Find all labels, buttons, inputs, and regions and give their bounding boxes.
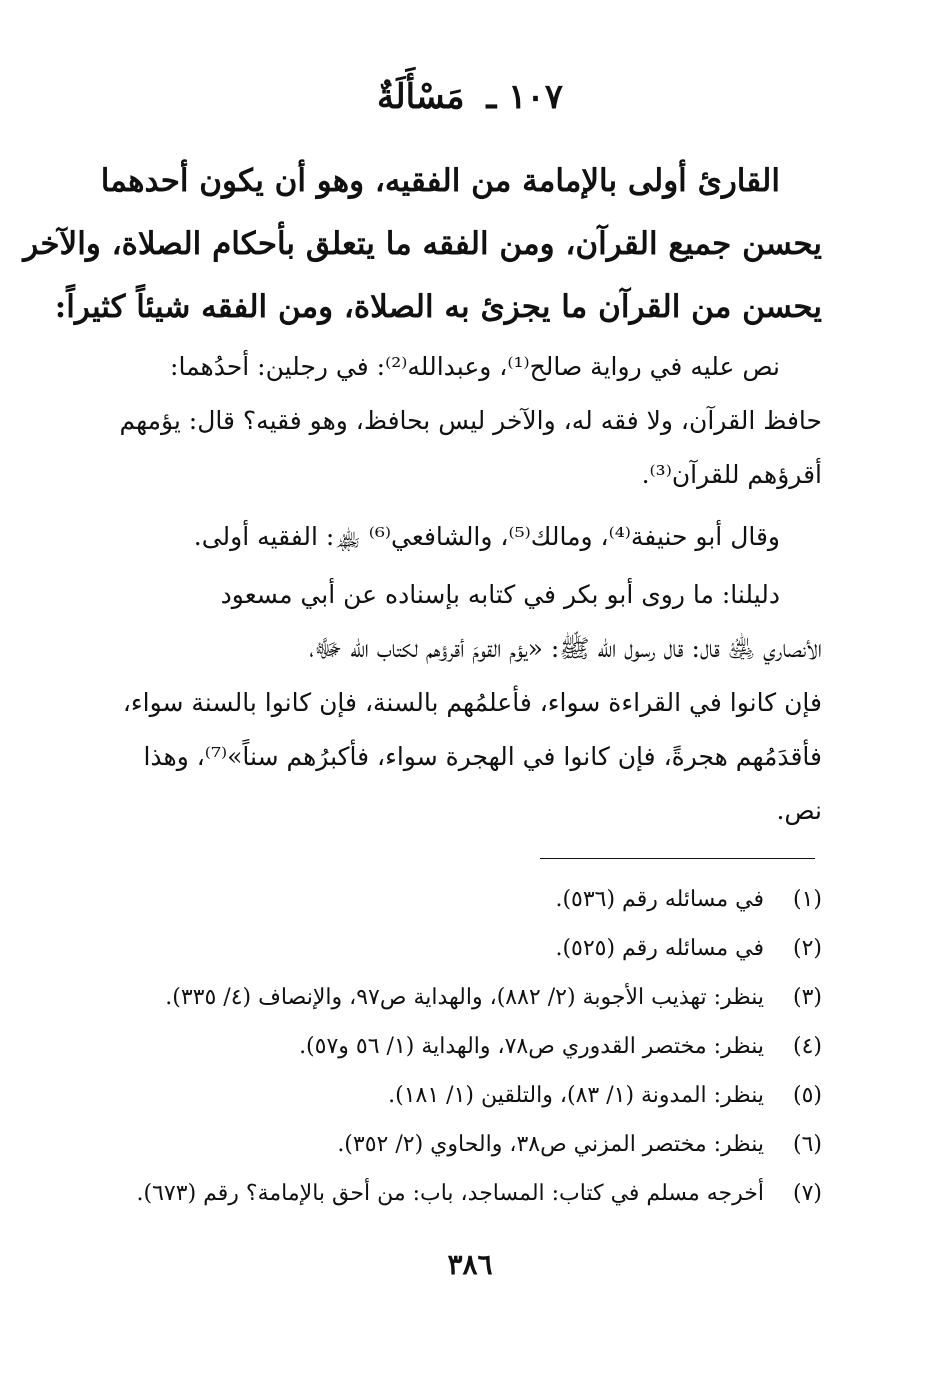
footnote-item [117,1071,822,1120]
footnote-item [117,1022,822,1071]
paragraph-line: فإن كانوا في القراءة سواء، فأعلمُهم بالسنة، فإن كانوا بالسنة سواء، [122,688,822,717]
footnote-item [117,924,822,973]
footnote-number: (٣) [792,985,822,1010]
statement-line: يحسن من القرآن ما يجزئ به الصلاة، ومن الفقه شيئاً كثيراً: [54,289,822,325]
issue-heading [0,72,940,122]
footnote-text: ينظر: تهذيب الأجوبة (٢/ ٨٨٢)، والهداية ص٩٧، والإنصاف (٤/ ٣٣٥). [165,985,764,1010]
paragraph-line: دليلنا: ما روى أبو بكر في كتابه بإسناده عن أبي مسعود [220,580,780,609]
footnote-item [117,875,822,924]
paragraph-line: الأنصاري ﵁ قال: قال رسول الله ﷺ: «يؤم القومَ أقرؤهم لكتاب الله ﷻ، [309,634,822,663]
footnote-number: (٦) [792,1132,822,1157]
paragraph-line: فأقدَمُهم هجرةً، فإن كانوا في الهجرة سواء، فأكبرُهم سناً»⁽⁷⁾، وهذا [143,742,822,771]
paragraph-line: أقرؤهم للقرآن⁽³⁾. [641,460,822,489]
footnote-text: ينظر: المدونة (١/ ٨٣)، والتلقين (١/ ١٨١). [388,1083,764,1108]
issue-title: مَسْأَلَةٌ [377,77,465,117]
footnote-divider [540,858,815,859]
footnote-text: في مسائله رقم (٥٣٦). [555,887,764,912]
paragraph-line: وقال أبو حنيفة⁽⁴⁾، ومالك⁽⁵⁾، والشافعي⁽⁶⁾ ﵏: الفقيه أولى. [193,522,780,551]
footnote-number: (٢) [792,936,822,961]
footnote-text: ينظر: مختصر المزني ص٣٨، والحاوي (٢/ ٣٥٢). [337,1132,764,1157]
issue-number: ١٠٧ ـ [486,77,563,117]
paragraph-opinions [117,510,822,564]
footnote-number: (٤) [792,1034,822,1059]
paragraph-evidence [117,568,822,838]
paragraph-line: نص. [776,796,822,825]
page-number: ٣٨٦ [447,1248,493,1281]
footnote-text: ينظر: مختصر القدوري ص٧٨، والهداية (١/ ٥٦ و٥٧). [299,1034,764,1059]
footnote-item [117,1120,822,1169]
footnote-item [117,1169,822,1218]
footnote-text: في مسائله رقم (٥٢٥). [555,936,764,961]
paragraph-narration [117,340,822,502]
footnote-item [117,973,822,1022]
issue-statement [23,150,822,339]
footnote-number: (١) [792,887,822,912]
footnote-number: (٧) [792,1181,822,1206]
statement-line: يحسن جميع القرآن، ومن الفقه ما يتعلق بأحكام الصلاة، والآخر [23,226,822,262]
paragraph-line: نص عليه في رواية صالح⁽¹⁾، وعبدالله⁽²⁾: في رجلين: أحدُهما: [170,352,780,381]
paragraph-line: حافظ القرآن، ولا فقه له، والآخر ليس بحافظ، وهو فقيه؟ قال: يؤمهم [119,406,822,435]
footnote-number: (٥) [792,1083,822,1108]
footnote-text: أخرجه مسلم في كتاب: المساجد، باب: من أحق بالإمامة؟ رقم (٦٧٣). [136,1181,764,1206]
footnotes [117,875,822,1218]
statement-line: القارئ أولى بالإمامة من الفقيه، وهو أن يكون أحدهما [100,163,780,199]
